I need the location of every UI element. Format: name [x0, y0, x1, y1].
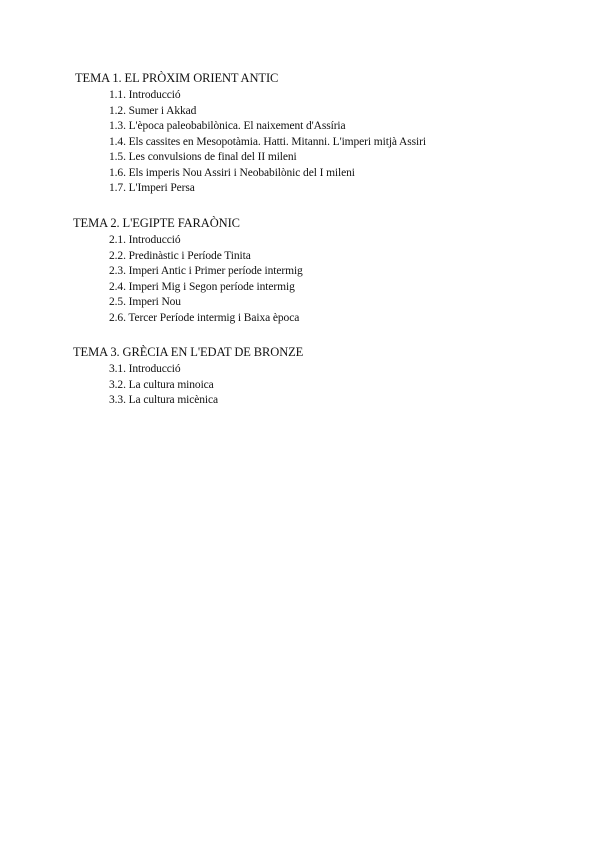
section-title: TEMA 2. L'EGIPTE FARAÒNIC	[73, 216, 240, 230]
list-item: 1.2. Sumer i Akkad	[109, 104, 197, 117]
list-item: 3.1. Introducció	[109, 363, 181, 375]
list-item: 3.3. La cultura micènica	[109, 394, 219, 406]
section-item-list	[0, 88, 600, 197]
section-title: TEMA 3. GRÈCIA EN L'EDAT DE BRONZE	[73, 345, 304, 359]
list-item: 2.5. Imperi Nou	[109, 296, 181, 308]
section-tema-3	[0, 344, 600, 409]
list-item: 1.4. Els cassites en Mesopotàmia. Hatti. Mitanni. L'imperi mitjà Assiri	[109, 135, 426, 148]
section-item-list	[0, 362, 600, 409]
section-item-list	[0, 233, 600, 326]
section-title: TEMA 1. EL PRÒXIM ORIENT ANTIC	[75, 71, 279, 85]
list-item: 2.3. Imperi Antic i Primer període intermig	[109, 265, 303, 277]
section-tema-1	[0, 70, 600, 197]
list-item: 1.7. L'Imperi Persa	[109, 182, 195, 194]
list-item: 1.1. Introducció	[109, 89, 181, 101]
list-item: 3.2. La cultura minoica	[109, 378, 214, 391]
list-item: 2.2. Predinàstic i Període Tinita	[109, 249, 251, 262]
section-tema-2	[0, 215, 600, 326]
list-item: 1.6. Els imperis Nou Assiri i Neobabilònic del I mileni	[109, 166, 355, 179]
list-item: 1.3. L'època paleobabilònica. El naixement d'Assíria	[109, 120, 346, 132]
list-item: 2.1. Introducció	[109, 234, 181, 246]
list-item: 1.5. Les convulsions de final del II mileni	[109, 151, 297, 163]
list-item: 2.6. Tercer Període intermig i Baixa època	[109, 311, 300, 324]
list-item: 2.4. Imperi Mig i Segon període intermig	[109, 280, 295, 293]
